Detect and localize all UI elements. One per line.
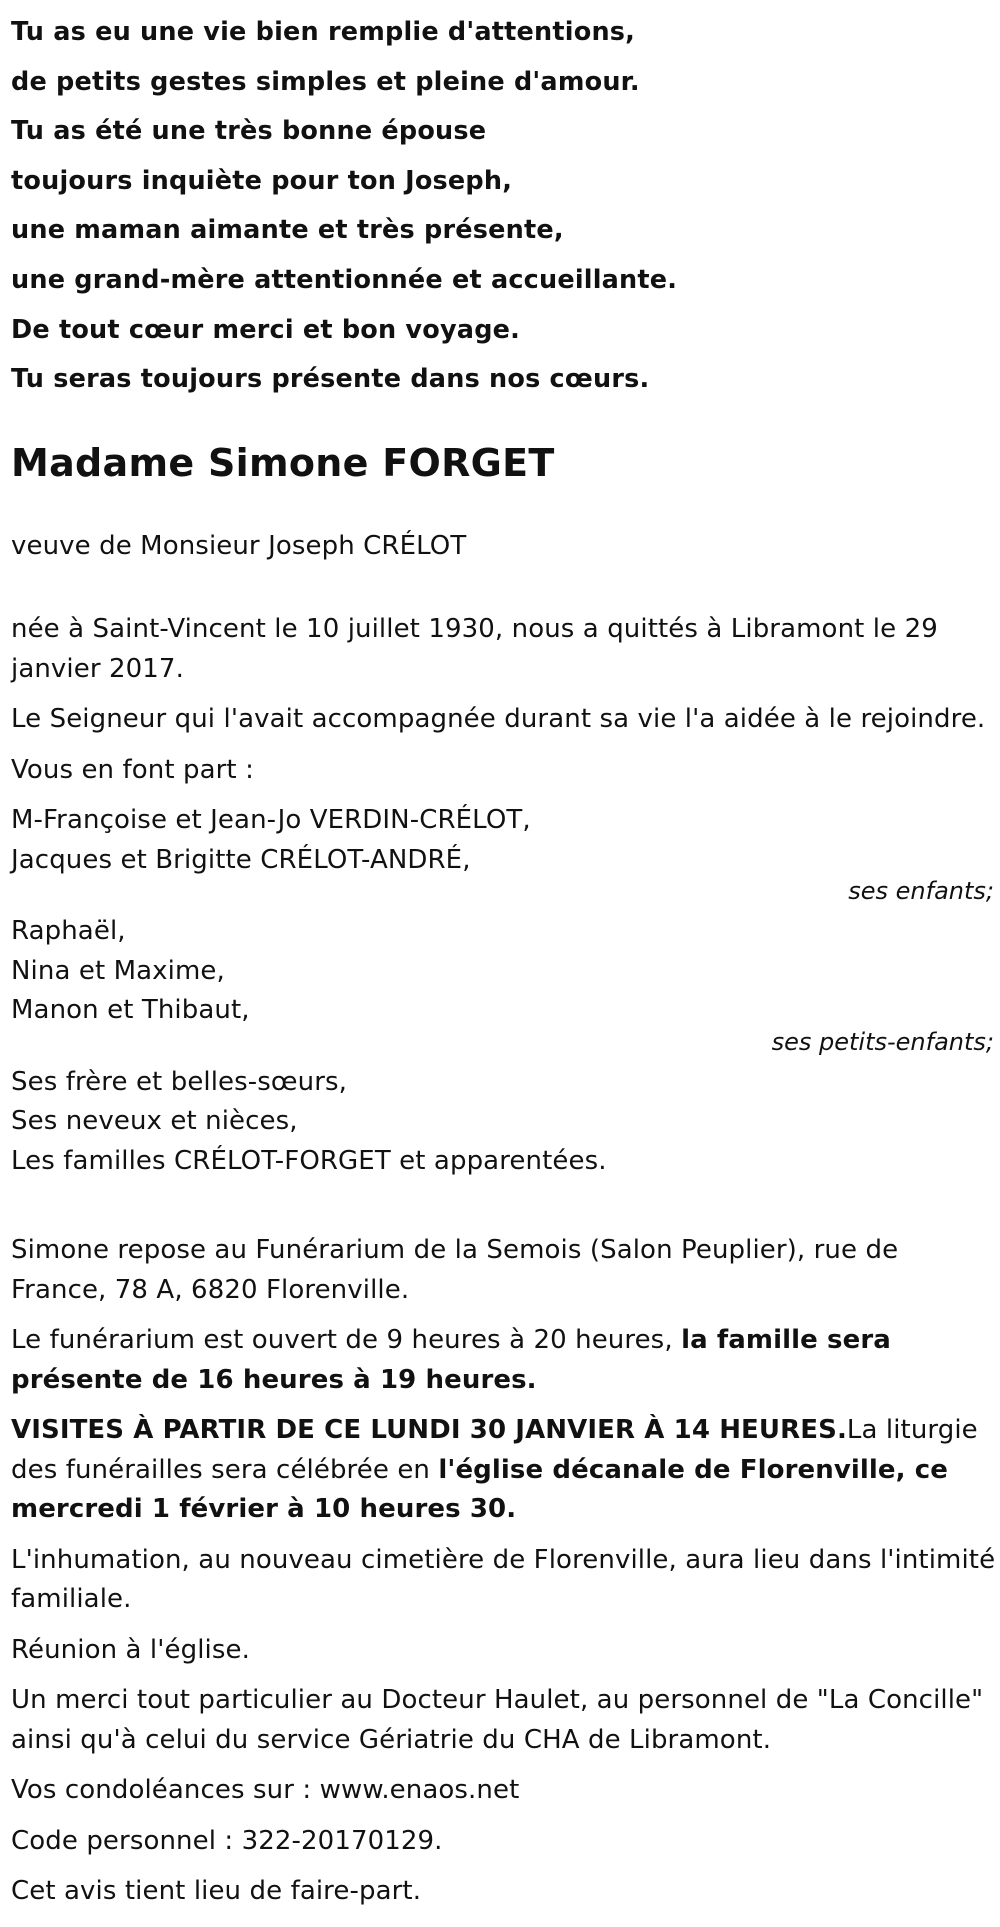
poem-line: de petits gestes simples et pleine d'amour. — [11, 66, 640, 97]
code-text: Code personnel : 322-20170129. — [11, 1825, 443, 1856]
child-names: Jacques et Brigitte CRÉLOT-ANDRÉ, — [11, 844, 471, 875]
poem-line: une maman aimante et très présente, — [11, 215, 564, 246]
children-block — [11, 801, 996, 906]
family-line: Ses neveux et nièces, — [11, 1106, 298, 1137]
hours-bold: la famille sera présente de 16 heures à 19 heures. — [11, 1325, 891, 1395]
grandchild-names: Nina et Maxime, — [11, 955, 225, 986]
poem-line: De tout cœur merci et bon voyage. — [11, 314, 521, 345]
thanks-text: Un merci tout particulier au Docteur Haulet, au personnel de "La Concille" ainsi qu'à celui du service Gériatrie du CHA de Libramont. — [11, 1685, 984, 1755]
poem-line: une grand-mère attentionnée et accueillante. — [11, 264, 678, 295]
family-line: Ses frère et belles-sœurs, — [11, 1066, 348, 1097]
widow-of: veuve de Monsieur Joseph CRÉLOT — [11, 530, 467, 561]
child-names: M-Françoise et Jean-Jo VERDIN-CRÉLOT, — [11, 805, 531, 836]
grandchildren-label: ses petits-enfants; — [771, 1027, 994, 1056]
obituary-page — [11, 0, 996, 1912]
announce-text: Vous en font part : — [11, 754, 254, 785]
children-label: ses enfants; — [848, 877, 994, 906]
poem-line: Tu as été une très bonne épouse — [11, 116, 487, 147]
family-block — [11, 1063, 996, 1182]
meeting-text: Réunion à l'église. — [11, 1634, 250, 1665]
grandchildren-block — [11, 912, 996, 1057]
birth-death-text: née à Saint-Vincent le 10 juillet 1930, nous a quittés à Libramont le 29 janvier 2017. — [11, 614, 938, 684]
condolences-text: Vos condoléances sur : www.enaos.net — [11, 1775, 520, 1806]
burial-text: L'inhumation, au nouveau cimetière de Florenville, aura lieu dans l'intimité familiale. — [11, 1544, 996, 1615]
rests-text: Simone repose au Funérarium de la Semois (Salon Peuplier), rue de France, 78 A, 6820 Florenville. — [11, 1235, 899, 1305]
grandchild-names: Manon et Thibaut, — [11, 995, 250, 1026]
grandchild-names: Raphaël, — [11, 916, 126, 947]
notice-text: Cet avis tient lieu de faire-part. — [11, 1876, 422, 1907]
hours-text — [11, 1321, 996, 1400]
poem-line: Tu as eu une vie bien remplie d'attentions, — [11, 17, 636, 47]
deceased-name: Madame Simone FORGET — [11, 440, 555, 485]
liturgy-bold: l'église décanale de Florenville, ce mercredi 1 février à 10 heures 30. — [11, 1454, 949, 1525]
poem-line: Tu seras toujours présente dans nos cœurs. — [11, 364, 650, 395]
poem — [11, 8, 996, 405]
liturgy-plain: La liturgie des funérailles sera célébrée en — [11, 1415, 978, 1485]
lord-text: Le Seigneur qui l'avait accompagnée durant sa vie l'a aidée à le rejoindre. — [11, 704, 986, 735]
visits-bold: VISITES À PARTIR DE CE LUNDI 30 JANVIER À 14 HEURES. — [11, 1415, 847, 1446]
hours-plain: Le funérarium est ouvert de 9 heures à 20 heures, — [11, 1325, 682, 1356]
family-line: Les familles CRÉLOT-FORGET et apparentées. — [11, 1145, 607, 1176]
visits-liturgy-text — [11, 1411, 996, 1530]
poem-line: toujours inquiète pour ton Joseph, — [11, 165, 513, 196]
